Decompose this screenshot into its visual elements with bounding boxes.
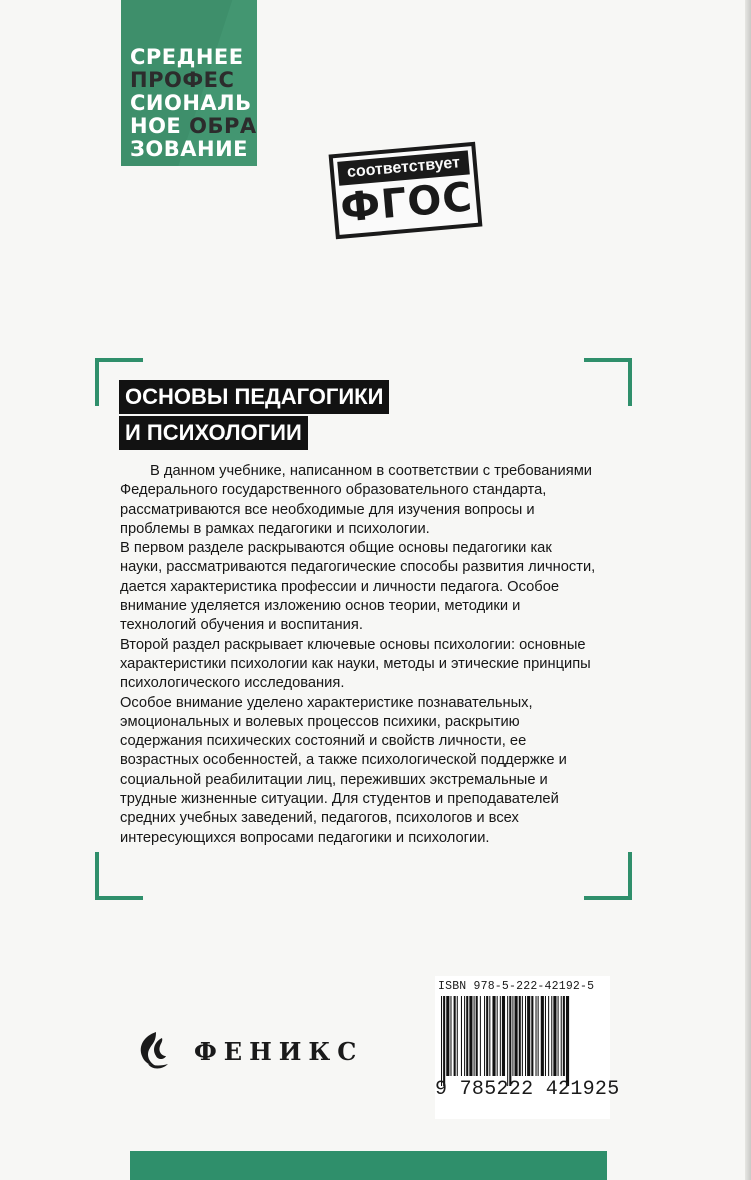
series-name-line	[130, 138, 257, 161]
annotation-paragraph-1: В данном учебнике, написанном в соответствии с требованиями Федерального государственного образовательного стандарта, рассматриваются все необходимые для изучения вопросы и проблемы в рамках педагогики и психологии.	[120, 463, 593, 537]
barcode-bar	[538, 996, 539, 1076]
barcode-bar	[551, 996, 552, 1076]
fgos-stamp	[329, 142, 483, 239]
barcode-bar	[480, 996, 481, 1076]
barcode-bar	[519, 996, 521, 1076]
barcode-bar	[500, 996, 501, 1076]
barcode-bar	[466, 996, 468, 1076]
barcode-bar	[515, 996, 518, 1076]
barcode-bar	[461, 996, 462, 1076]
barcode-bar	[443, 996, 445, 1086]
book-title-line-2: И ПСИХОЛОГИИ	[119, 416, 308, 450]
barcode-bar	[525, 996, 526, 1076]
barcode-bar	[469, 996, 472, 1076]
fgos-stamp-label: ФГОС	[338, 174, 475, 232]
frame-corner-top-right	[584, 358, 632, 406]
barcode-bar	[464, 996, 465, 1076]
barcode-bar	[507, 996, 508, 1086]
barcode-bar	[446, 996, 449, 1076]
series-name	[130, 46, 257, 161]
barcode-bar	[563, 996, 565, 1076]
series-name-segment: ЗОВАНИЕ	[130, 137, 249, 161]
book-title-line-1: ОСНОВЫ ПЕДАГОГИКИ	[119, 380, 389, 414]
frame-corner-bottom-left	[95, 852, 143, 900]
series-name-segment: СРЕДНЕЕ	[130, 45, 244, 69]
barcode-bar	[548, 996, 549, 1076]
barcode-bar	[441, 996, 442, 1086]
series-name-segment: ПРОФЕС	[130, 68, 235, 92]
series-name-segment: СИОНАЛЬ	[130, 91, 252, 115]
annotation-paragraph-4: Особое внимание уделено характеристике познавательных, эмоциональных и волевых процессов психики, раскрытию содержания психических состояний и свойств личности, ее возрастных особенностей, а также психологической поддержке и социальной реабилитации лиц, переживших экстремальные и трудные жизненные ситуации. Для студентов и преподавателей средних учебных заведений, педагогов, психологов и всех интересующихся вопросами педагогики и психологии.	[120, 694, 567, 846]
barcode-bar	[541, 996, 544, 1076]
series-name-line	[130, 69, 257, 92]
barcode-bar	[454, 996, 456, 1076]
barcode-bar	[486, 996, 488, 1076]
series-name-line	[130, 46, 257, 69]
barcode-bar	[474, 996, 475, 1076]
series-badge	[121, 0, 257, 166]
ean-number: 9 785222 421925	[435, 1078, 620, 1101]
barcode-bar	[484, 996, 485, 1076]
barcode-bar	[561, 996, 562, 1076]
barcode-bar	[545, 996, 546, 1076]
fgos-stamp-caption: соответствует	[337, 150, 470, 185]
isbn-text: ISBN 978-5-222-42192-5	[438, 980, 595, 993]
series-name-segment: НОЕ	[130, 114, 190, 138]
publisher-name: ФЕНИКС	[194, 1036, 364, 1066]
barcode-bar	[566, 996, 569, 1086]
frame-corner-bottom-right	[584, 852, 632, 900]
annotation-paragraph-3: Второй раздел раскрывает ключевые основы психологии: основные характеристики психологии как науки, методы и этические принципы психологического исследования.	[120, 636, 591, 692]
barcode-bar	[531, 996, 533, 1076]
barcode-bar	[457, 996, 458, 1076]
barcode-bar	[492, 996, 495, 1076]
phoenix-icon	[134, 1030, 174, 1072]
book-title	[119, 380, 389, 452]
barcode-bar	[502, 996, 505, 1076]
barcode-bar	[553, 996, 556, 1076]
bottom-accent-band	[130, 1151, 607, 1180]
barcode-bar	[497, 996, 498, 1076]
barcode-bar	[476, 996, 478, 1076]
barcode-bars	[439, 996, 606, 1086]
barcode-bar	[450, 996, 451, 1076]
annotation-text	[120, 462, 598, 848]
barcode-bar	[536, 996, 537, 1076]
series-name-line	[130, 92, 257, 115]
barcode-bar	[558, 996, 559, 1076]
annotation-paragraph-2: В первом разделе раскрываются общие основы педагогики как науки, рассматриваются педагогические способы развития личности, дается характеристика профессии и личности педагога. Особое внимание уделяется изложению основ теории, методики и технологий обучения и воспитания.	[120, 540, 596, 634]
barcode-bar	[527, 996, 530, 1076]
barcode-bar	[522, 996, 523, 1076]
cover-edge	[745, 0, 751, 1180]
series-name-segment: ОБРА	[189, 114, 257, 138]
barcode-bar	[509, 996, 511, 1086]
barcode-bar	[489, 996, 490, 1076]
publisher-logo	[134, 1030, 363, 1072]
barcode-bar	[512, 996, 513, 1076]
barcode	[435, 976, 620, 1119]
series-name-line	[130, 115, 257, 138]
